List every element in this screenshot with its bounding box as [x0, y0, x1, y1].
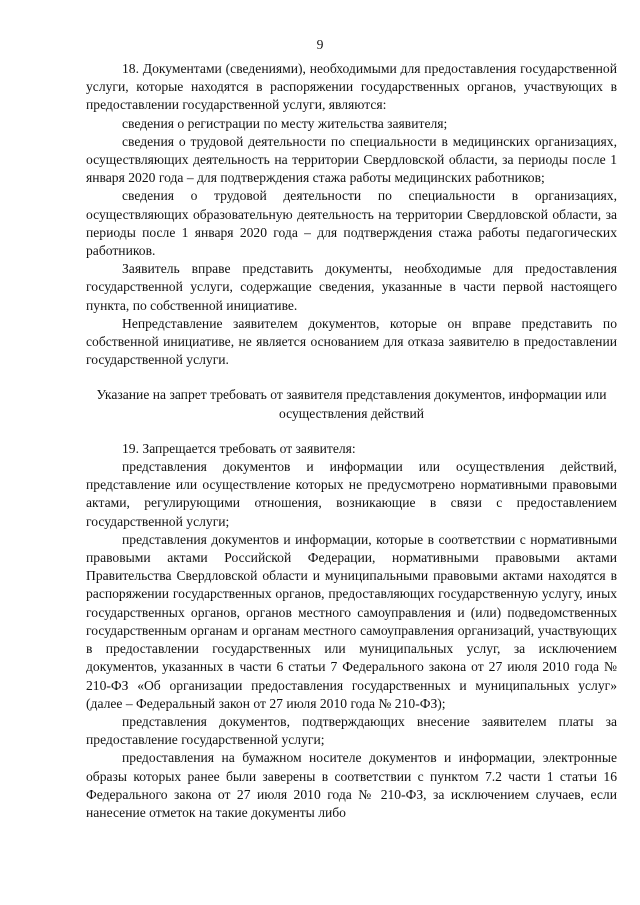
paragraph-teaching-experience: сведения о трудовой деятельности по специальности в организациях, осуществляющих образовательную деятельность на территории Свердловской области, за периоды после 1 января 2020 года – для подтверждения стажа работы педагогических работников. [86, 188, 617, 259]
document-body [86, 60, 617, 822]
paragraph-non-submission: Непредставление заявителем документов, которые он вправе представить по собственной инициативе, не является основанием для отказа заявителю в предоставлении государственной услуги. [86, 315, 617, 368]
paragraph-applicant-right: Заявитель вправе представить документы, необходимые для предоставления государственной услуги, содержащие сведения, указанные в части первой настоящего пункта, по собственной инициативе. [86, 261, 617, 313]
paragraph-prohibition-2: представления документов и информации, которые в соответствии с нормативными правовыми актами Российской Федерации, нормативными правовыми актами Правительства Свердловской области и муниципальными правовыми актами находятся в распоряжении государственных органов, предоставляющих государственную услугу, иных государственных органов, органов местного самоуправления и (или) подведомственных государственным органам и органам местного самоуправления организаций, участвующих в предоставлении государственных или муниципальных услуг, за исключением документов, указанных в части 6 статьи 7 Федерального закона от 27 июля 2010 года № 210-ФЗ «Об организации предоставления государственных и муниципальных услуг» (далее – Федеральный закон от 27 июля 2010 года № 210-ФЗ); [86, 531, 617, 711]
paragraph-19-intro: 19. Запрещается требовать от заявителя: [122, 440, 356, 456]
paragraph-prohibition-4: предоставления на бумажном носителе документов и информации, электронные образы которых ранее были заверены в соответствии с пунктом 7.2 части 1 статьи 16 Федерального закона от 27 июля 2010 года № 210-ФЗ, за исключением случаев, если нанесение отметок на такие документы либо [86, 750, 617, 820]
paragraph-18-intro: 18. Документами (сведениями), необходимыми для предоставления государственной услуги, которые находятся в распоряжении государственных органов, участвующих в предоставлении государственной услуги, являются: [86, 61, 617, 113]
page-number: 9 [316, 37, 324, 52]
section-heading: Указание на запрет требовать от заявителя представления документов, информации или осуществления действий [96, 387, 607, 421]
paragraph-medical-experience: сведения о трудовой деятельности по специальности в медицинских организациях, осуществляющих деятельность на территории Свердловской области, за периоды после 1 января 2020 года – для подтверждения стажа работы медицинских работников; [86, 133, 617, 186]
paragraph-prohibition-1: представления документов и информации или осуществления действий, представление или осуществление которых не предусмотрено нормативными правовыми актами, регулирующими отношения, возникающие в связи с предоставлением государственной услуги; [86, 459, 617, 529]
paragraph-prohibition-3: представления документов, подтверждающих внесение заявителем платы за предоставление государственной услуги; [86, 713, 617, 748]
paragraph-registration: сведения о регистрации по месту жительства заявителя; [122, 115, 448, 131]
